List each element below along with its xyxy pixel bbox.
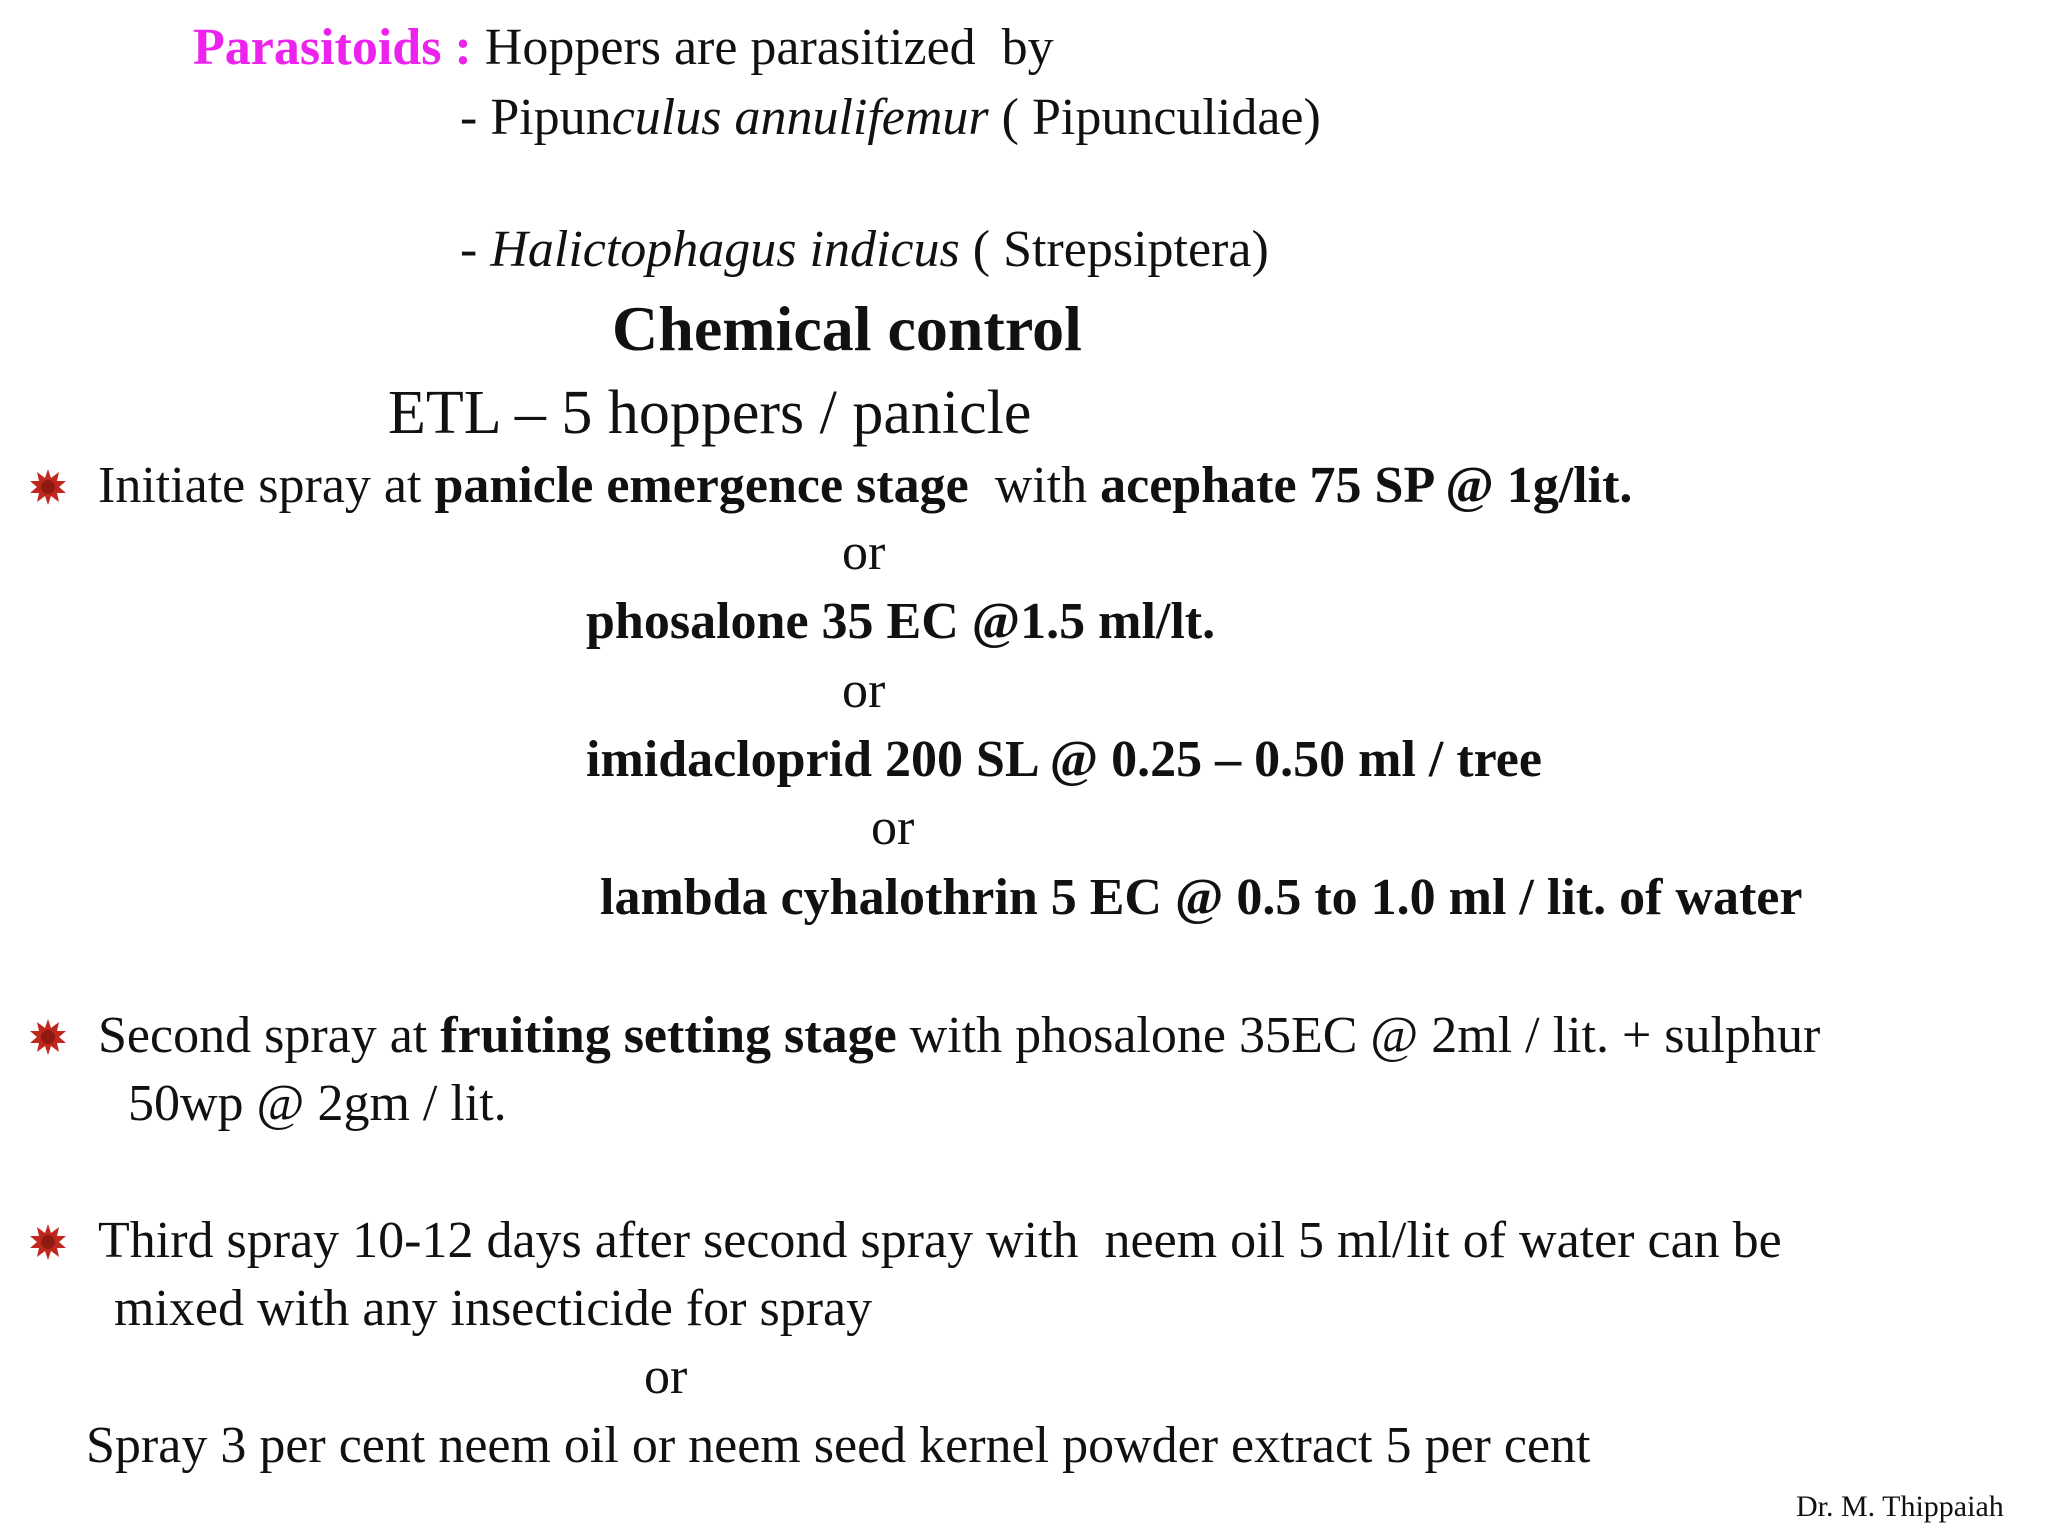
author-credit: Dr. M. Thippaiah — [1796, 1490, 2004, 1523]
spray-3-alt: Spray 3 per cent neem oil or neem seed kernel powder extract 5 per cent — [86, 1417, 1591, 1474]
parasitoid-item-1-family: ( Pipunculidae) — [988, 89, 1321, 146]
parasitoid-item-2-family: ( Strepsiptera) — [959, 221, 1269, 278]
spray-3-line-2: mixed with any insecticide for spray — [114, 1280, 873, 1337]
spray-1-alt-1: phosalone 35 EC @1.5 ml/lt. — [586, 593, 1216, 650]
spray-1-line — [98, 456, 1632, 516]
parasitoids-intro: Hoppers are parasitized by — [484, 19, 1054, 76]
spray-2-line — [98, 1006, 1820, 1066]
spray-1-alt-3: lambda cyhalothrin 5 EC @ 0.5 to 1.0 ml / lit. of water — [600, 869, 1803, 926]
spray-2-text-a: Second spray at — [98, 1007, 441, 1064]
spray-1-or-1: or — [842, 524, 886, 581]
spray-1-text-a: Initiate spray at — [98, 457, 435, 514]
parasitoids-label: Parasitoids : — [193, 19, 472, 76]
parasitoids-line — [193, 18, 1054, 78]
starburst-bullet-icon — [28, 1222, 68, 1262]
parasitoid-item-2-species: Halictophagus indicus — [490, 221, 960, 278]
spray-1-chemical: acephate 75 SP @ 1g/lit. — [1100, 457, 1633, 514]
parasitoid-item-1-species: culus annulifemur — [611, 89, 989, 146]
spray-2-line-2: 50wp @ 2gm / lit. — [128, 1075, 507, 1132]
spray-3-line-1: Third spray 10-12 days after second spray with neem oil 5 ml/lit of water can be — [98, 1212, 1782, 1269]
parasitoid-item-1-dash: - Pipun — [460, 89, 612, 146]
parasitoid-item-2 — [460, 220, 1269, 280]
starburst-bullet-icon — [28, 1017, 68, 1057]
spray-1-or-3: or — [871, 799, 915, 856]
spray-2-text-b: with phosalone 35EC @ 2ml / lit. + sulphur — [896, 1007, 1821, 1064]
parasitoid-item-2-dash: - — [460, 221, 491, 278]
parasitoid-item-1 — [460, 88, 1321, 148]
starburst-bullet-icon — [28, 467, 68, 507]
spray-1-or-2: or — [842, 662, 886, 719]
chemical-control-heading: Chemical control — [612, 293, 1082, 364]
spray-1-text-b: with — [968, 457, 1101, 514]
etl-line: ETL – 5 hoppers / panicle — [388, 379, 1032, 447]
spray-1-alt-2: imidacloprid 200 SL @ 0.25 – 0.50 ml / tree — [586, 731, 1542, 788]
spray-3-or: or — [644, 1348, 688, 1405]
spray-2-stage: fruiting setting stage — [440, 1007, 897, 1064]
spray-1-stage: panicle emergence stage — [434, 457, 969, 514]
